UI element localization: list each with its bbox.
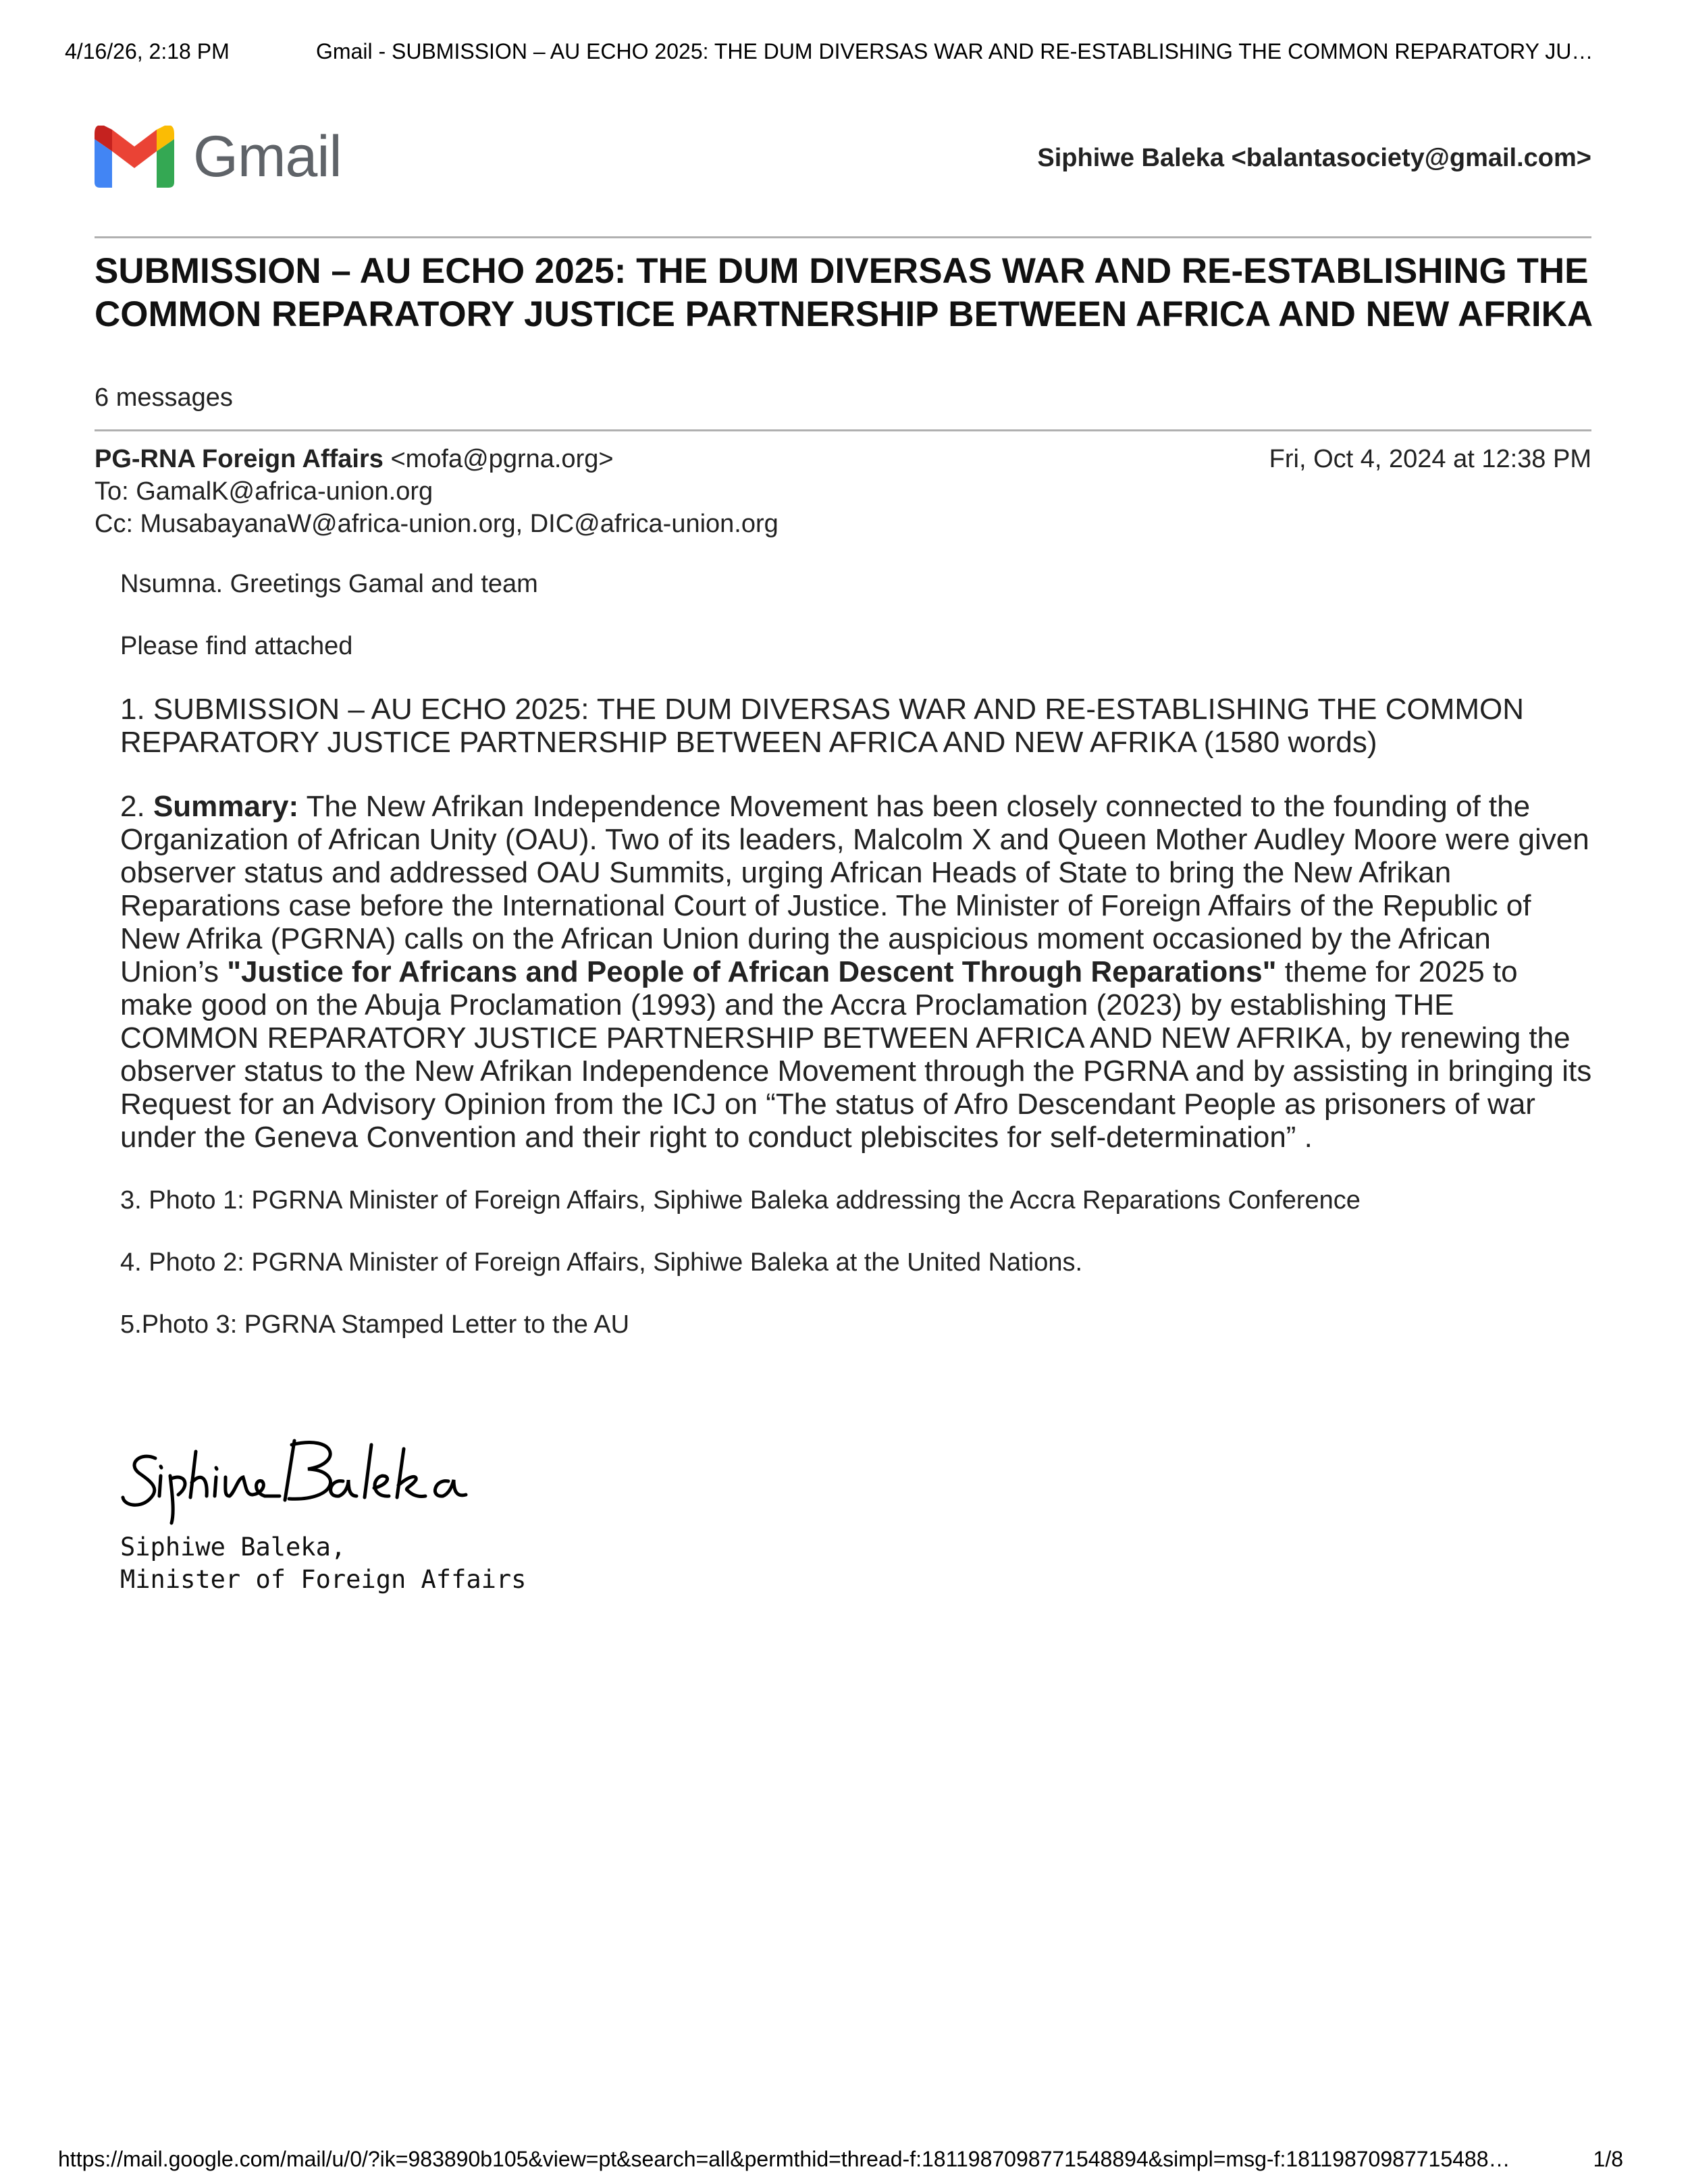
recipient-to: To: GamalK@africa-union.org: [95, 477, 433, 506]
print-datetime: 4/16/26, 2:18 PM: [65, 39, 230, 63]
list-item-3: 3. Photo 1: PGRNA Minister of Foreign Affairs, Siphiwe Baleka addressing the Accra Reparations Conference: [120, 1186, 1361, 1215]
summary-theme: "Justice for Africans and People of African Descent Through Reparations": [227, 955, 1277, 988]
print-page-title: Gmail - SUBMISSION – AU ECHO 2025: THE DUM DIVERSAS WAR AND RE-ESTABLISHING THE COMMON REPARATORY JU…: [316, 39, 1593, 63]
divider: [95, 236, 1591, 238]
page-number: 1/8: [1593, 2147, 1623, 2171]
handwritten-signature: [120, 1431, 485, 1529]
divider: [95, 429, 1591, 431]
list-item-4: 4. Photo 2: PGRNA Minister of Foreign Affairs, Siphiwe Baleka at the United Nations.: [120, 1248, 1083, 1277]
thread-subject: SUBMISSION – AU ECHO 2025: THE DUM DIVERSAS WAR AND RE-ESTABLISHING THE COMMON REPARATORY JUSTICE PARTNERSHIP BETWEEN AFRICA AND NEW AFRIKA: [95, 251, 1593, 334]
greeting: Nsumna. Greetings Gamal and team: [120, 570, 538, 598]
sender-name: PG-RNA Foreign Affairs: [95, 445, 384, 473]
signature-title: Minister of Foreign Affairs: [120, 1565, 527, 1594]
gmail-logo[interactable]: [95, 123, 342, 190]
intro-line: Please find attached: [120, 632, 353, 660]
signature-name: Siphiwe Baleka,: [120, 1533, 346, 1562]
gmail-m-icon: [95, 126, 174, 188]
print-header: [0, 39, 1688, 73]
signature-block: [120, 1531, 526, 1596]
message-count: 6 messages: [95, 383, 233, 412]
summary-label: Summary:: [153, 790, 299, 823]
gmail-wordmark: Gmail: [193, 124, 342, 189]
item2-number: 2.: [120, 790, 145, 823]
message-date: Fri, Oct 4, 2024 at 12:38 PM: [1269, 445, 1591, 473]
account-label: Siphiwe Baleka <balantasociety@gmail.com>: [1037, 144, 1591, 172]
list-item-5: 5.Photo 3: PGRNA Stamped Letter to the AU: [120, 1310, 630, 1339]
recipient-cc: Cc: MusabayanaW@africa-union.org, DIC@africa-union.org: [95, 510, 779, 538]
message-header: [95, 443, 1591, 540]
sender-email: <mofa@pgrna.org>: [390, 445, 614, 473]
page-url: https://mail.google.com/mail/u/0/?ik=983890b105&view=pt&search=all&permthid=thread-f:1811987098771548894&simpl=msg-f:18119870987715488…: [58, 2147, 1510, 2171]
list-item-1: 1. SUBMISSION – AU ECHO 2025: THE DUM DIVERSAS WAR AND RE-ESTABLISHING THE COMMON REPARATORY JUSTICE PARTNERSHIP BETWEEN AFRICA AND NEW AFRIKA (1580 words): [120, 693, 1525, 759]
summary-text-a: The New Afrikan Independence Movement has been closely connected to the founding of the Organization of African Unity (OAU). Two of its leaders, Malcolm X and Queen Mother Audley Moore were given observer status and addressed OAU Summits, urging African Heads of State to bring the New Afrikan Reparations case before the International Court of Justice. The Minister of Foreign Affairs of the Republic of New Afrika (PGRNA) calls on the African Union during the auspicious moment occasioned by the African Union’s: [120, 790, 1589, 988]
list-item-2: [120, 790, 1592, 1154]
summary-text-b: theme for 2025 to make good on the Abuja Proclamation (1993) and the Accra Proclamation (2023) by establishing THE COMMON REPARATORY JUSTICE PARTNERSHIP BETWEEN AFRICA AND NEW AFRIKA, by renewing the observer status to the New Afrikan Independence Movement through the PGRNA and by assisting in bringing its Request for an Advisory Opinion from the ICJ on “The status of Afro Descendant People as prisoners of war under the Geneva Convention and their right to conduct plebiscites for self-determination” .: [120, 955, 1592, 1154]
message-body: [120, 568, 1592, 1340]
